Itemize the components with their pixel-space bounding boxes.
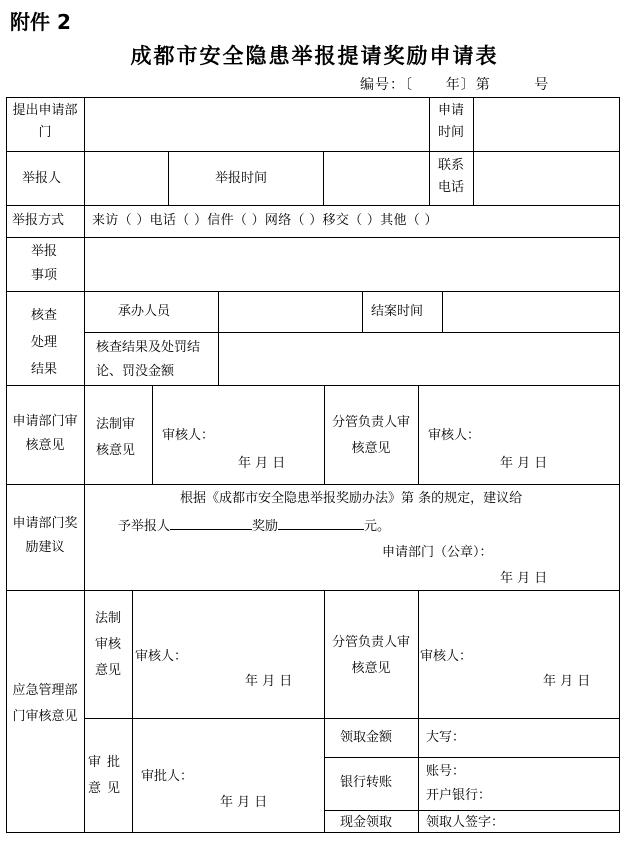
col-divider bbox=[418, 385, 419, 484]
apply-dept-label: 提出申请部门 bbox=[12, 103, 78, 140]
approval-date: 年 月 日 bbox=[220, 795, 268, 810]
bank-label: 开户银行： bbox=[426, 788, 492, 803]
legal-review-label: 法制审核意见 bbox=[94, 611, 121, 678]
attachment-label: 附件 2 bbox=[10, 10, 71, 34]
col-divider bbox=[152, 385, 153, 484]
contact-phone-label: 联系电话 bbox=[437, 158, 464, 195]
reviewer-label: 审核人： bbox=[162, 428, 215, 443]
suggest-line1: 根据《成都市安全隐患举报奖励办法》第 条的规定，建议给 bbox=[180, 491, 523, 506]
col-divider bbox=[323, 151, 324, 205]
legal-review-label: 法制审核意见 bbox=[96, 417, 136, 458]
reviewer-label: 审核人： bbox=[420, 649, 473, 664]
reporter-label: 举报人 bbox=[22, 171, 62, 186]
verify-result-label: 核查处理结果 bbox=[30, 308, 57, 377]
receive-amount-label: 领取金额 bbox=[340, 730, 393, 745]
receiver-sign-label: 领取人签字： bbox=[426, 815, 505, 830]
row-divider bbox=[6, 291, 620, 292]
reviewer-label: 审核人： bbox=[428, 428, 481, 443]
review-date: 年 月 日 bbox=[500, 456, 548, 471]
row-divider bbox=[6, 484, 620, 485]
col-divider bbox=[429, 97, 430, 205]
suggest-reward-text: 奖励 bbox=[252, 519, 279, 534]
seal-label: 申请部门（公章）： bbox=[382, 545, 493, 560]
reviewer-label: 审核人： bbox=[135, 649, 188, 664]
col-divider bbox=[168, 151, 169, 205]
row-divider bbox=[324, 757, 620, 758]
report-time-label: 举报时间 bbox=[215, 171, 268, 186]
dept-review-label: 申请部门审核意见 bbox=[12, 414, 78, 453]
emergency-review-label: 应急管理部门审核意见 bbox=[12, 683, 78, 724]
col-divider bbox=[442, 291, 443, 332]
row-divider bbox=[6, 385, 620, 386]
review-date: 年 月 日 bbox=[245, 674, 293, 689]
suggest-date: 年 月 日 bbox=[500, 571, 548, 586]
verify-conclusion-label: 核查结果及处罚结论、罚没金额 bbox=[96, 340, 201, 379]
col-divider bbox=[473, 97, 474, 205]
approval-label: 审批意见 bbox=[88, 755, 127, 796]
col-divider bbox=[132, 590, 133, 833]
bank-transfer-label: 银行转账 bbox=[340, 775, 393, 790]
close-time-label: 结案时间 bbox=[371, 304, 424, 319]
cash-label: 现金领取 bbox=[340, 815, 393, 830]
uppercase-label: 大写： bbox=[426, 730, 466, 745]
approver-label: 审批人： bbox=[141, 769, 194, 784]
apply-time-label: 申请时间 bbox=[437, 103, 464, 140]
row-divider bbox=[6, 151, 620, 152]
col-divider bbox=[418, 590, 419, 833]
report-method-label: 举报方式 bbox=[12, 213, 65, 228]
row-divider bbox=[84, 718, 620, 719]
row-divider bbox=[6, 205, 620, 206]
reporter-blank[interactable] bbox=[170, 513, 252, 530]
report-methods: 来访（ ）电话（ ）信件（ ）网络（ ）移交（ ）其他（ ） bbox=[92, 213, 438, 228]
report-matter-label: 举报事项 bbox=[30, 244, 57, 283]
amount-blank[interactable] bbox=[278, 513, 364, 530]
row-divider bbox=[6, 237, 620, 238]
leader-review-label: 分管负责人审核意见 bbox=[331, 635, 410, 676]
suggest-line2 bbox=[118, 513, 390, 539]
dept-suggest-label: 申请部门奖励建议 bbox=[12, 516, 78, 555]
col-divider bbox=[84, 97, 85, 833]
row-divider bbox=[84, 332, 620, 333]
review-date: 年 月 日 bbox=[543, 674, 591, 689]
leader-review-label: 分管负责人审核意见 bbox=[331, 415, 410, 456]
suggest-unit-text: 元。 bbox=[364, 519, 391, 534]
serial-number: 编号：〔 年〕第 号 bbox=[360, 77, 550, 93]
review-date: 年 月 日 bbox=[238, 456, 286, 471]
form-title: 成都市安全隐患举报提请奖励申请表 bbox=[130, 43, 499, 68]
col-divider bbox=[362, 291, 363, 332]
col-divider bbox=[324, 385, 325, 484]
col-divider bbox=[218, 291, 219, 385]
suggest-reporter-text: 予举报人 bbox=[118, 519, 171, 534]
account-number-label: 账号： bbox=[426, 764, 466, 779]
handler-label: 承办人员 bbox=[118, 304, 171, 319]
col-divider bbox=[324, 590, 325, 833]
